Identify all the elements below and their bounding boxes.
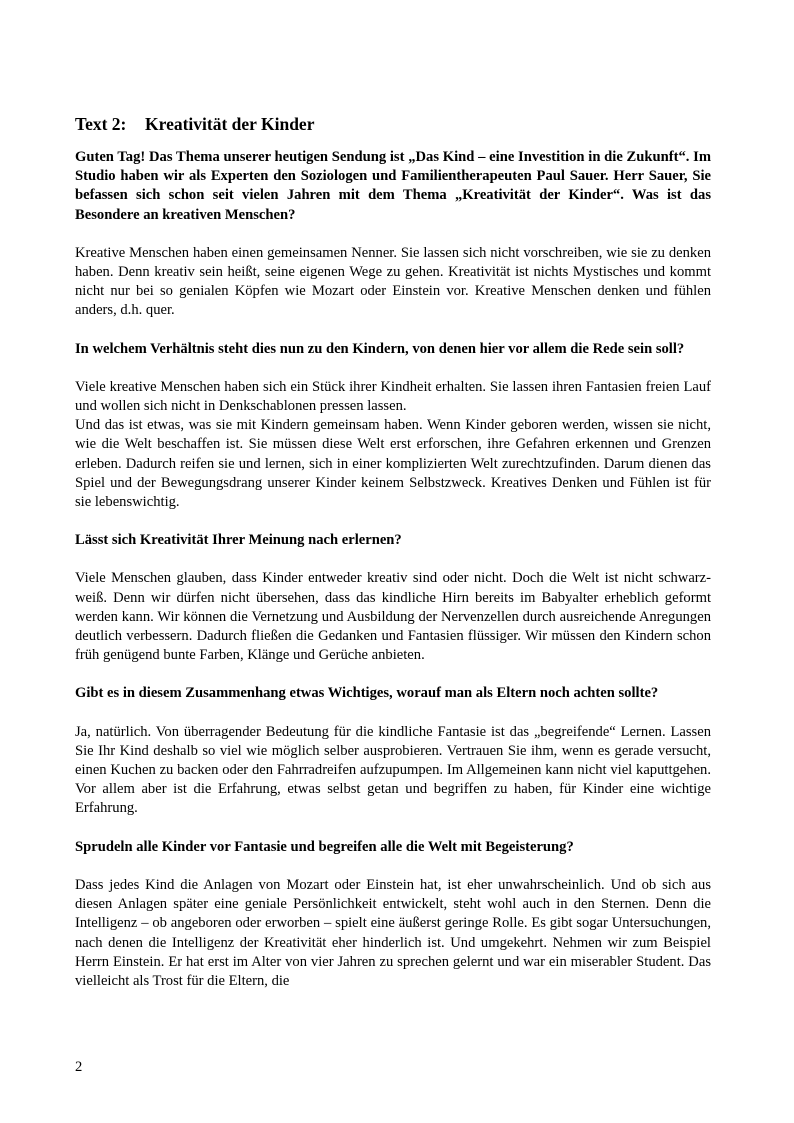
answer-paragraph: Kreative Menschen haben einen gemeinsamen Nenner. Sie lassen sich nicht vorschreiben, wie sie zu denken haben. Denn kreativ sein heißt, seine eigenen Wege zu gehen. Kreativität ist nichts Mystisches und kommt nicht nur bei so genialen Köpfen wie Mozart oder Einstein vor. Kreative Menschen denken und fühlen anders, d.h. quer.: [75, 244, 711, 319]
title-number: Text 2:: [75, 114, 127, 134]
answer-paragraph: Ja, natürlich. Von überragender Bedeutung für die kindliche Fantasie ist das „begreifende“ Lernen. Lassen Sie Ihr Kind deshalb so viel wie möglich selber ausprobieren. Vertrauen Sie ihm, wenn es gerade versucht, einen Kuchen zu backen oder den Fahrradreifen aufzupumpen. Im Allgemeinen kann nicht viel kaputtgehen. Vor allem aber ist die Erfahrung, etwas selbst getan und begriffen zu haben, für Kinder eine wichtige Erfahrung.: [75, 723, 711, 817]
question-paragraph: In welchem Verhältnis steht dies nun zu den Kindern, von denen hier vor allem die Rede sein soll?: [75, 340, 685, 357]
answer-paragraph: Und das ist etwas, was sie mit Kindern gemeinsam haben. Wenn Kinder geboren werden, wissen sie nicht, wie die Welt beschaffen ist. Sie müssen diese Welt erst erforschen, ihre Gefahren erkennen und Grenzen erleben. Dadurch reifen sie und lernen, sich in einer komplizierten Welt zurechtzufinden. Darum dienen das Spiel und der Bewegungsdrang unserer Kinder keinem Selbstzweck. Kreatives Denken und Fühlen ist für sie lebenswichtig.: [75, 417, 711, 511]
question-paragraph: Guten Tag! Das Thema unserer heutigen Sendung ist „Das Kind – eine Investition in die Zukunft“. Im Studio haben wir als Experten den Soziologen und Familientherapeuten Paul Sauer. Herr Sauer, Sie befassen sich schon seit vielen Jahren mit dem Thema „Kreativität der Kinder“. Was ist das Besondere an kreativen Menschen?: [75, 149, 711, 223]
answer-paragraph: Viele kreative Menschen haben sich ein Stück ihrer Kindheit erhalten. Sie lassen ihren Fantasien freien Lauf und wollen sich nicht in Denkschablonen pressen lassen.: [75, 378, 711, 415]
question-paragraph: Lässt sich Kreativität Ihrer Meinung nach erlernen?: [75, 532, 402, 549]
title-text: Kreativität der Kinder: [145, 114, 315, 134]
document-page: [75, 113, 711, 991]
answer-paragraph: Dass jedes Kind die Anlagen von Mozart oder Einstein hat, ist eher unwahrscheinlich. Und ob sich aus diesen Anlagen später eine geniale Persönlichkeit entwickelt, steht wohl auch in den Sternen. Denn die Intelligenz – ob angeboren oder erworben – spielt eine äußerst geringe Rolle. Es gibt sogar Untersuchungen, nach denen die Intelligenz der Kreativität eher hinderlich ist. Und umgekehrt. Nehmen wir zum Beispiel Herrn Einstein. Er hat erst im Alter von vier Jahren zu sprechen gelernt und war ein miserabler Student. Das vielleicht als Trost für die Eltern, die: [75, 876, 711, 989]
answer-paragraph: Viele Menschen glauben, dass Kinder entweder kreativ sind oder nicht. Doch die Welt ist nicht schwarz-weiß. Denn wir dürfen nicht übersehen, dass das kindliche Hirn bereits im Babyalter erheblich geformt werden kann. Wir können die Vernetzung und Ausbildung der Nervenzellen durch ausreichende Anregungen deutlich verbessern. Dadurch fließen die Gedanken und Fantasien flüssiger. Wir müssen den Kindern schon früh genügend bunte Farben, Klänge und Gerüche anbieten.: [75, 570, 711, 664]
question-paragraph: Sprudeln alle Kinder vor Fantasie und begreifen alle die Welt mit Begeisterung?: [75, 838, 574, 855]
question-paragraph: Gibt es in diesem Zusammenhang etwas Wichtiges, worauf man als Eltern noch achten sollte?: [75, 685, 659, 702]
page-number: 2: [75, 1059, 83, 1075]
document-title: [75, 113, 711, 135]
